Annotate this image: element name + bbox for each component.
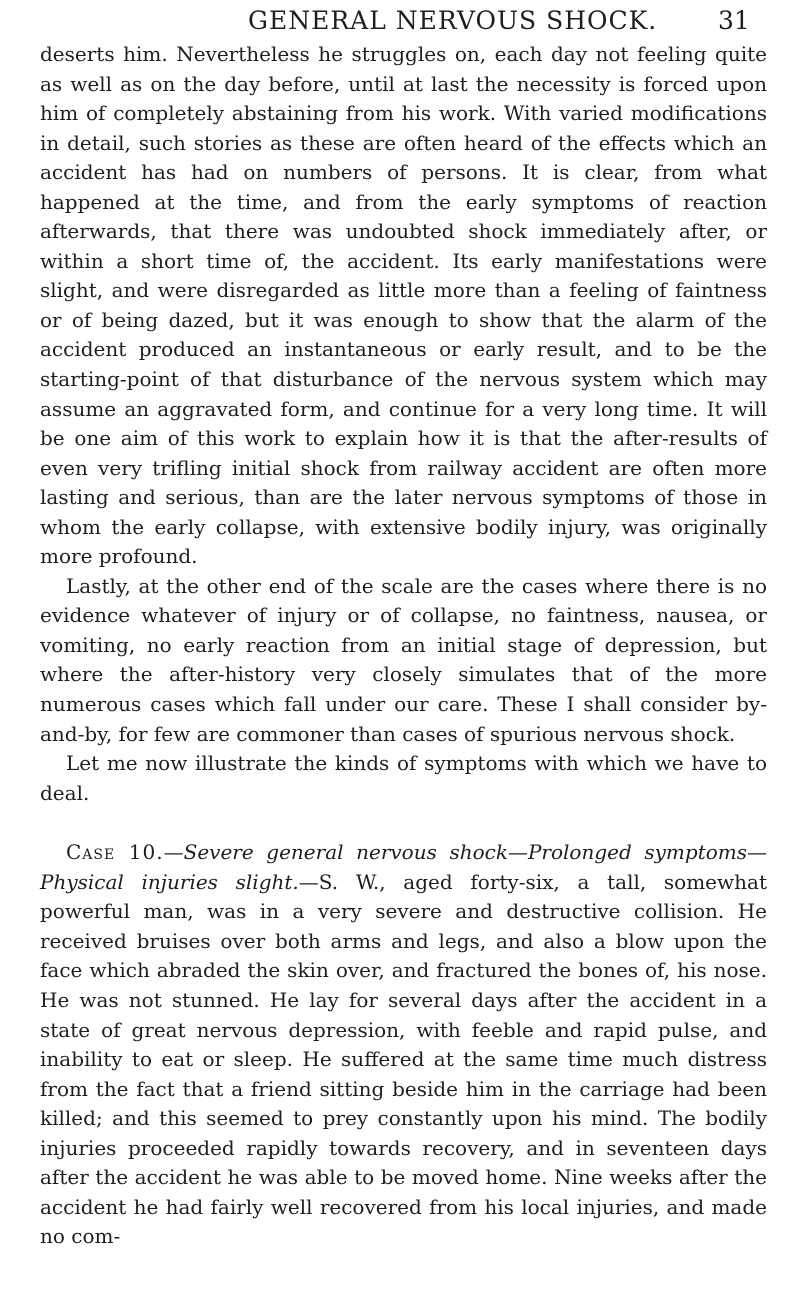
paragraph-continuation: deserts him. Nevertheless he struggles on, each day not feeling quite as well as on the day before, until at last the necessity is forced upon him of completely abstaining from his work. With varied modifications in detail, such stories as these are often heard of the effects which an accident has had on numbers of persons. It is clear, from what happened at the time, and from the early symptoms of reaction afterwards, that there was undoubted shock immediately after, or within a short time of, the accident. Its early manifestations were slight, and were disregarded as little more than a feeling of faintness or of being dazed, but it was enough to show that the alarm of the accident produced an instantaneous or early result, and to be the starting-point of that disturbance of the nervous system which may assume an aggravated form, and continue for a very long time. It will be one aim of this work to explain how it is that the after-results of even very trifling initial shock from railway accident are often more lasting and serious, than are the later nervous symptoms of those in whom the early collapse, with extensive bodily injury, was originally more profound. — [40, 42, 767, 569]
case-label: Case 10. — [66, 840, 164, 865]
section-gap — [40, 808, 767, 838]
case-title: —Severe general nervous shock—Prolonged symptoms—Physical injuries slight. — [40, 840, 767, 894]
case-body: —S. W., aged forty-six, a tall, somewhat powerful man, was in a very severe and destructive collision. He received bruises over both arms and legs, and also a blow upon the face which abraded the skin over, and fractured the bones of, his nose. He was not stunned. He lay for several days after the accident in a state of great nervous depression, with feeble and rapid pulse, and inability to eat or sleep. He suffered at the same time much distress from the fact that a friend sitting beside him in the carriage had been killed; and this seemed to prey constantly upon his mind. The bodily injuries proceeded rapidly towards recovery, and in seventeen days after the accident he was able to be moved home. Nine weeks after the accident he had fairly well recovered from his local injuries, and made no com- — [40, 869, 767, 1249]
paragraph-illustrate: Let me now illustrate the kinds of symptoms with which we have to deal. — [40, 751, 767, 805]
body-text — [40, 40, 767, 1252]
paragraph-lastly: Lastly, at the other end of the scale are the cases where there is no evidence whatever of injury or of collapse, no faintness, nausea, or vomiting, no early reaction from an initial stage of depression, but where the after-history very closely simulates that of the more numerous cases which fall under our care. These I shall consider by-and-by, for few are commoner than cases of spurious nervous shock. — [40, 573, 767, 746]
case-paragraph — [40, 838, 767, 1252]
running-head: GENERAL NERVOUS SHOCK. — [248, 6, 658, 35]
page-number: 31 — [718, 6, 750, 35]
